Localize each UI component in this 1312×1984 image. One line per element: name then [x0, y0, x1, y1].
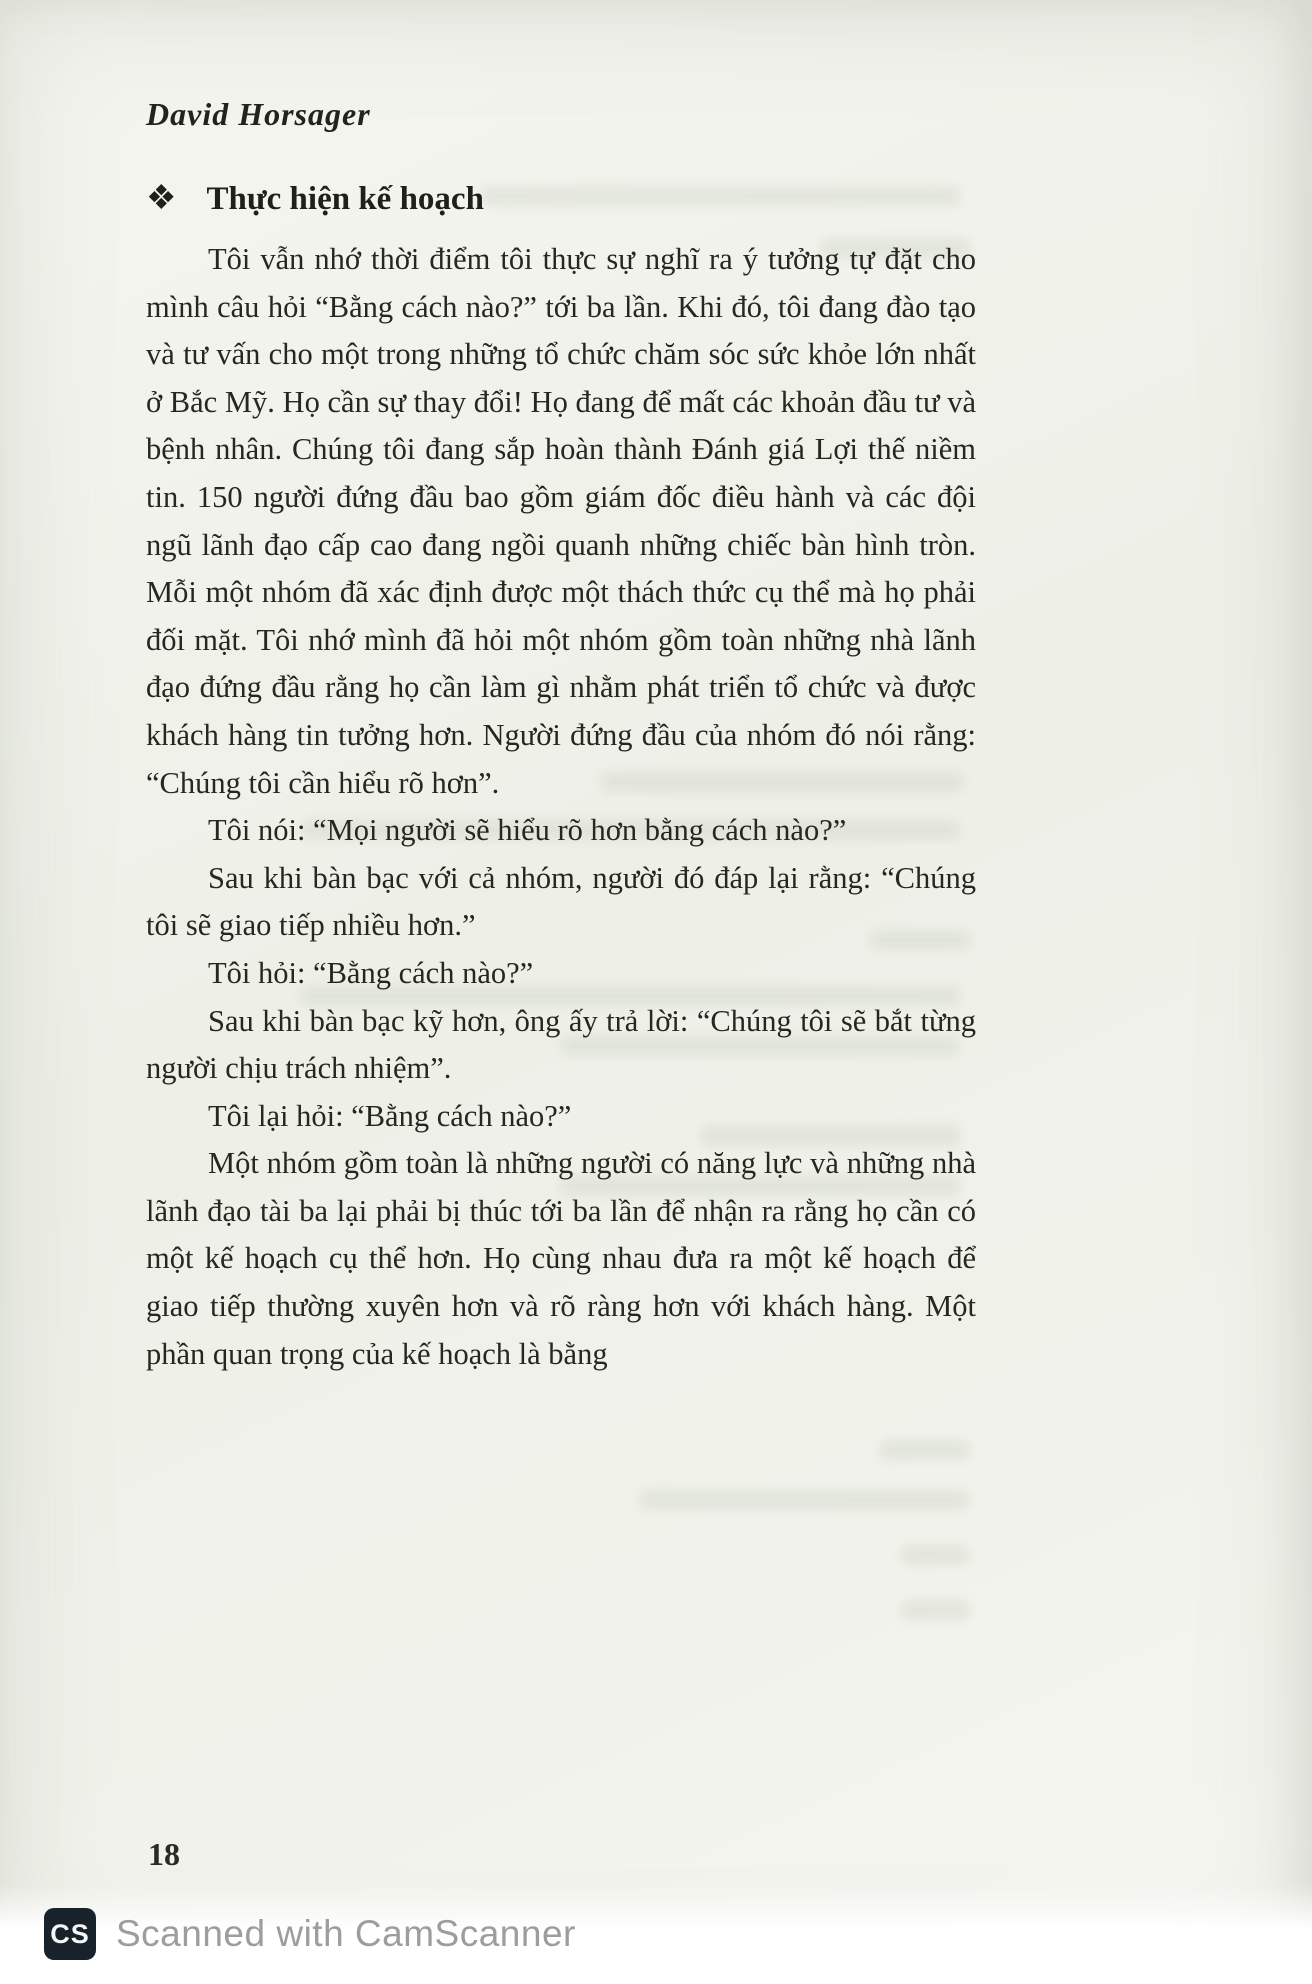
paragraph-dialogue-1: Tôi nói: “Mọi người sẽ hiểu rõ hơn bằng cách nào?” [208, 813, 847, 848]
paragraph-dialogue-5: Tôi lại hỏi: “Bằng cách nào?” [208, 1098, 572, 1133]
paragraph-intro: Tôi vẫn nhớ thời điểm tôi thực sự nghĩ ra ý tưởng tự đặt cho mình câu hỏi “Bằng cách nào?” tới ba lần. Khi đó, tôi đang đào tạo và tư vấn cho một trong những tổ chức chăm sóc sức khỏe lớn nhất ở Bắc Mỹ. Họ cần sự thay đổi! Họ đang để mất các khoản đầu tư và bệnh nhân. Chúng tôi đang sắp hoàn thành Đánh giá Lợi thế niềm tin. 150 người đứng đầu bao gồm giám đốc điều hành và các đội ngũ lãnh đạo cấp cao đang ngồi quanh những chiếc bàn hình tròn. Mỗi một nhóm đã xác định được một thách thức cụ thể mà họ phải đối mặt. Tôi nhớ mình đã hỏi một nhóm gồm toàn những nhà lãnh đạo đứng đầu rằng họ cần làm gì nhằm phát triển tổ chức và được khách hàng tin tưởng hơn. Người đứng đầu của nhóm đó nói rằng: “Chúng tôi cần hiểu rõ hơn”. [146, 242, 976, 800]
section-heading [146, 178, 484, 218]
paragraph-conclusion: Một nhóm gồm toàn là những người có năng lực và những nhà lãnh đạo tài ba lại phải bị thúc tới ba lần để nhận ra rằng họ cần có một kế hoạch cụ thể hơn. Họ cùng nhau đưa ra một kế hoạch để giao tiếp thường xuyên hơn và rõ ràng hơn với khách hàng. Một phần quan trọng của kế hoạch là bằng [146, 1146, 976, 1371]
paragraph-dialogue-3: Tôi hỏi: “Bằng cách nào?” [208, 955, 534, 990]
body-text [146, 236, 976, 1378]
camscanner-logo-icon [44, 1908, 96, 1960]
camscanner-footer [0, 1884, 1312, 1984]
author-header: David Horsager [146, 96, 371, 132]
section-heading-text: Thực hiện kế hoạch [206, 181, 484, 217]
diamond-bullet-icon: ❖ [146, 180, 177, 217]
page-number: 18 [148, 1836, 180, 1872]
paragraph-dialogue-4: Sau khi bàn bạc kỹ hơn, ông ấy trả lời: “Chúng tôi sẽ bắt từng người chịu trách nhiệm”. [146, 1003, 976, 1086]
camscanner-logo-text: CS [50, 1918, 90, 1949]
paragraph-dialogue-2: Sau khi bàn bạc với cả nhóm, người đó đáp lại rằng: “Chúng tôi sẽ giao tiếp nhiều hơn.” [146, 860, 976, 943]
camscanner-watermark: Scanned with CamScanner [116, 1913, 576, 1954]
